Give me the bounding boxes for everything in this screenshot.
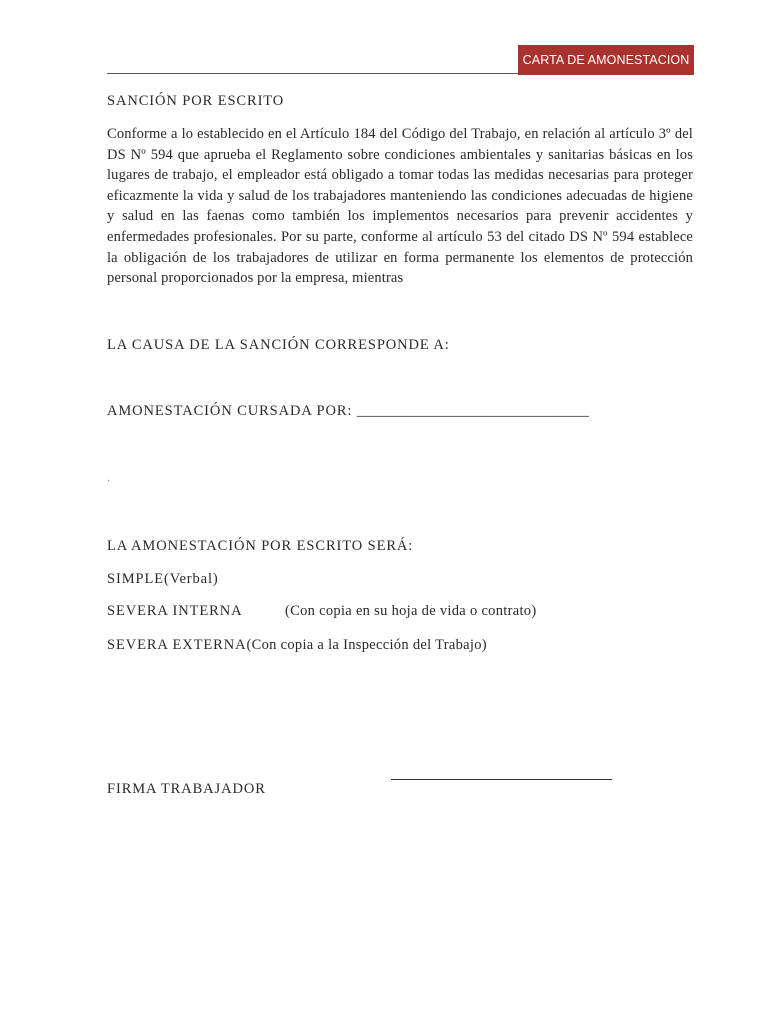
issued-by-label: AMONESTACIÓN CURSADA POR: bbox=[107, 403, 353, 419]
header-rule bbox=[107, 73, 519, 74]
document-type-badge: CARTA DE AMONESTACION bbox=[518, 45, 694, 75]
option-severa-externa: SEVERA EXTERNA bbox=[107, 637, 247, 653]
stray-mark: · bbox=[107, 476, 111, 487]
cause-label: LA CAUSA DE LA SANCIÓN CORRESPONDE A: bbox=[107, 337, 450, 353]
option-severa-interna-detail: (Con copia en su hoja de vida o contrato) bbox=[285, 603, 537, 619]
option-severa-externa-detail: (Con copia a la Inspección del Trabajo) bbox=[246, 637, 487, 653]
issued-by-row bbox=[107, 403, 589, 420]
type-heading: LA AMONESTACIÓN POR ESCRITO SERÁ: bbox=[107, 538, 414, 554]
issued-by-blank: ________________________________ bbox=[356, 403, 589, 419]
option-simple: SIMPLE(Verbal) bbox=[107, 571, 219, 587]
signature-line bbox=[391, 779, 612, 780]
body-paragraph: Conforme a lo establecido en el Artículo 184 del Código del Trabajo, en relación al artículo 3º del DS Nº 594 que aprueba el Reglamento sobre condiciones ambientales y sanitarias básicas en los lugares de trabajo, el empleador está obligado a tomar todas las medidas necesarias para proteger eficazmente la vida y salud de los trabajadores manteniendo las condiciones adecuadas de higiene y salud en las faenas como también los implementos necesarios para prevenir accidentes y enfermedades profesionales. Por su parte, conforme al artículo 53 del citado DS Nº 594 establece la obligación de los trabajadores de utilizar en forma permanente los elementos de protección personal proporcionados por la empresa, mientras bbox=[107, 126, 693, 287]
section-title: SANCIÓN POR ESCRITO bbox=[107, 93, 285, 109]
signature-label: FIRMA TRABAJADOR bbox=[107, 781, 266, 797]
option-severa-interna: SEVERA INTERNA bbox=[107, 603, 243, 619]
option-severa-externa-row bbox=[107, 637, 487, 654]
